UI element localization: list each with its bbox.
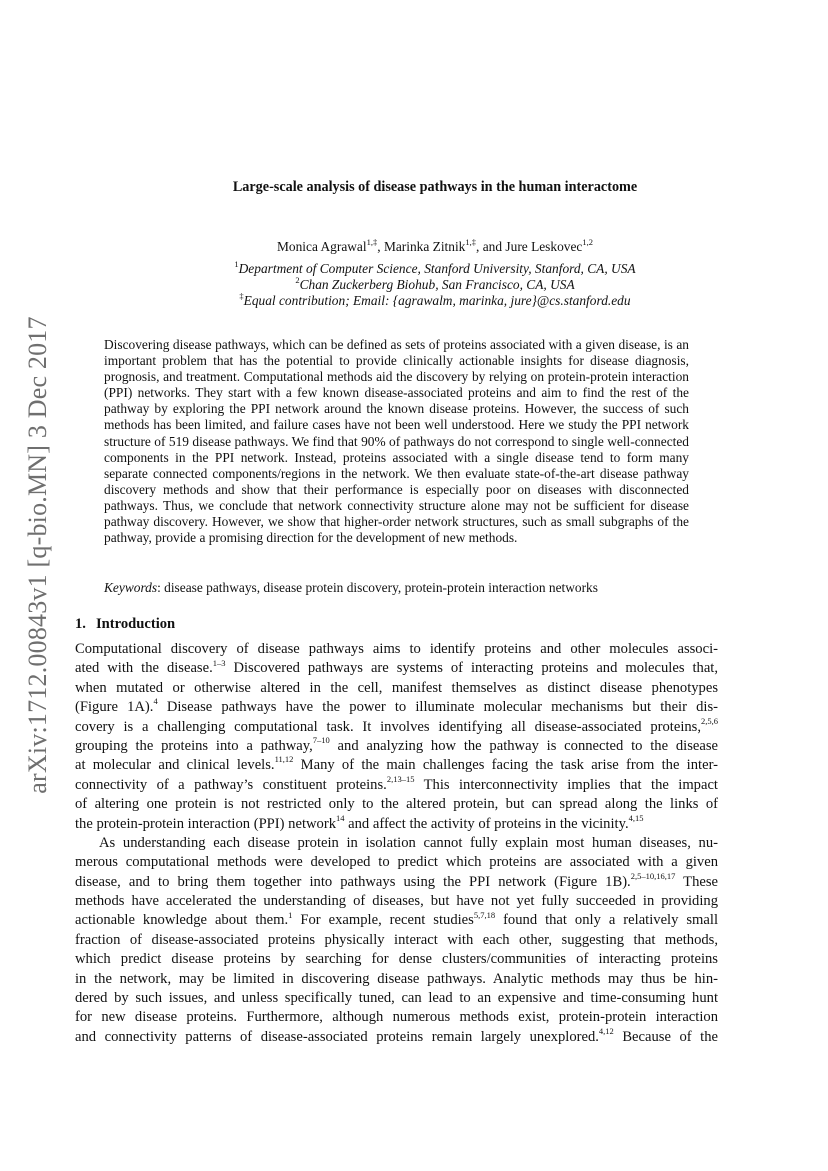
affiliation-mark: 1 (234, 258, 239, 269)
body-text-run: These (675, 873, 719, 890)
affiliation-text: Chan Zuckerberg Biohub, San Francisco, CA, USA (299, 277, 575, 292)
body-text-run: As understanding each disease protein in isolation cannot fully explain most human diseases, nu- (99, 834, 718, 851)
body-line (75, 756, 718, 775)
affiliation-3 (75, 290, 795, 309)
author-affiliation-mark: 1,‡ (366, 236, 378, 247)
body-line (75, 715, 718, 737)
affiliation-1 (75, 258, 795, 277)
author-name: Jure Leskovec (505, 239, 583, 254)
body-line (75, 640, 718, 659)
body-line (75, 853, 718, 872)
arxiv-identifier: arXiv:1712.00843v1 [q-bio.MN] 3 Dec 2017 (23, 316, 52, 794)
body-text-run: Discovered pathways are systems of interacting proteins and molecules that, (225, 660, 718, 677)
body-text-run: dered by such issues, and unless specifically tuned, can lead to an expensive and time-consuming hunt (75, 990, 718, 1007)
body-line (75, 737, 718, 756)
citation-superscript: 1 (288, 909, 293, 920)
body-text-run: disease, and to bring them together into pathways using the PPI network (Figure 1B). (75, 873, 631, 890)
affiliation-mark: ‡ (239, 290, 244, 301)
body-line (75, 989, 718, 1008)
body-text-run: fraction of disease-associated proteins physically interact with each other, suggesting that methods, (75, 931, 718, 948)
body-text-run: Because of the (613, 1028, 718, 1045)
body-text-run: grouping the proteins into a pathway, (75, 737, 313, 754)
abstract-text: Discovering disease pathways, which can be defined as sets of proteins associated with a given disease, is an important problem that has the potential to provide clinically actionable insights for disease diagnosis, prognosis, and treatment. Computational methods aid the discovery by relying on protein-protein interaction (PPI) networks. They start with a few known disease-associated proteins and aim to find the rest of the pathway by exploring the PPI network around the known disease proteins. However, the success of such methods has been limited, and failure cases have not been well understood. Here we study the PPI network structure of 519 disease pathways. We find that 90% of pathways do not correspond to single well-connected components in the PPI network. Instead, proteins associated with a single disease tend to form many separate connected components/regions in the network. We then evaluate state-of-the-art disease pathway discovery methods and show that their performance is especially poor on diseases with disconnected pathways. Thus, we conclude that network connectivity structure alone may not be sufficient for disease pathway discovery. However, we show that higher-order network structures, such as small subgraphs of the pathway, provide a promising direction for the development of new methods. (104, 337, 689, 546)
section-number: 1. (75, 616, 86, 632)
body-text-run: at molecular and clinical levels. (75, 757, 275, 774)
body-line (75, 679, 718, 698)
body-text-run: Disease pathways have the power to illuminate molecular mechanisms but their dis- (157, 699, 718, 716)
arxiv-sidebar-stamp (21, 295, 55, 815)
body-line (75, 773, 718, 795)
citation-superscript: 1–3 (212, 657, 226, 668)
affiliation-text: Equal contribution; Email: {agrawalm, marinka, jure}@cs.stanford.edu (243, 293, 631, 308)
author-affiliation-mark: 1,‡ (465, 236, 477, 247)
paper-title: Large-scale analysis of disease pathways in the human interactome (232, 179, 638, 195)
body-text-run: which predict disease proteins by searching for dense clusters/communities of interacting proteins (75, 951, 718, 968)
body-line (75, 795, 718, 814)
citation-superscript: 2,5,6 (701, 715, 718, 726)
body-line (75, 659, 718, 678)
introduction-body (75, 640, 718, 1047)
affiliation-text: Department of Computer Science, Stanford University, Stanford, CA, USA (238, 261, 636, 276)
body-text-run: in the network, may be limited in discovering disease pathways. Analytic methods may thus be hin- (75, 970, 718, 987)
body-line (75, 892, 718, 911)
body-line (75, 1008, 718, 1027)
body-text-run: covery is a challenging computational task. It involves identifying all disease-associated proteins, (75, 718, 701, 735)
citation-superscript: 4 (153, 696, 158, 707)
body-text-run: and affect the activity of proteins in the vicinity. (344, 815, 629, 832)
keywords-label: Keywords (104, 580, 158, 595)
keywords (104, 580, 704, 596)
body-line (75, 950, 718, 969)
citation-superscript: 14 (336, 812, 345, 823)
body-text-run: merous computational methods were developed to predict which proteins are associated with a given (75, 854, 718, 871)
affiliation-2 (75, 274, 795, 293)
body-text-run: actionable knowledge about them. (75, 912, 289, 929)
body-text-run: of altering one protein is not restricted only to the altered protein, but can spread along the links of (75, 796, 718, 813)
keywords-text: : disease pathways, disease protein discovery, protein-protein interaction networks (157, 580, 598, 595)
body-text-run: connectivity of a pathway’s constituent proteins. (75, 776, 387, 793)
body-text-run: and analyzing how the pathway is connected to the disease (329, 737, 718, 754)
body-text-run: when mutated or otherwise altered in the cell, manifest themselves as distinct disease phenotypes (75, 679, 718, 696)
body-text-run: This interconnectivity implies that the impact (414, 776, 718, 793)
body-text-run: Computational discovery of disease pathways aims to identify proteins and other molecules associ- (75, 641, 718, 657)
author-separator: , (377, 239, 384, 254)
body-text-run: methods have accelerated the understanding of diseases, but have not yet fully succeeded in providing (75, 893, 718, 910)
body-text-run: and connectivity patterns of disease-associated proteins remain largely unexplored. (75, 1028, 599, 1045)
author-affiliation-mark: 1,2 (582, 236, 593, 247)
body-text-run: for new disease proteins. Furthermore, although numerous methods exist, protein-protein interaction (75, 1009, 718, 1026)
citation-superscript: 4,15 (628, 812, 644, 823)
body-text-run: the protein-protein interaction (PPI) network (75, 815, 336, 832)
author-name: Marinka Zitnik (383, 239, 466, 254)
body-text-run: (Figure 1A). (75, 699, 154, 716)
body-line (75, 931, 718, 950)
section-heading (75, 616, 185, 633)
author-list (75, 236, 795, 255)
section-title: Introduction (95, 616, 176, 632)
body-line (75, 1025, 718, 1047)
affiliation-mark: 2 (295, 274, 300, 285)
author-name: Monica Agrawal (276, 239, 367, 254)
body-text-run: ated with the disease. (75, 660, 213, 677)
abstract (104, 337, 689, 546)
body-line (75, 698, 718, 717)
citation-superscript: 7–10 (312, 735, 330, 746)
body-line (75, 970, 718, 989)
body-text-run: Many of the main challenges facing the task arise from the inter- (293, 757, 718, 774)
citation-superscript: 11,12 (274, 754, 294, 765)
citation-superscript: 2,13–15 (386, 773, 415, 784)
body-line (75, 834, 718, 853)
body-line (75, 911, 718, 930)
citation-superscript: 2,5–10,16,17 (630, 870, 676, 881)
author-separator: , and (476, 239, 506, 254)
body-line (75, 812, 718, 834)
body-text-run: For example, recent studies (292, 912, 474, 929)
body-line (75, 870, 719, 892)
citation-superscript: 5,7,18 (473, 909, 496, 920)
body-text-run: found that only a relatively small (495, 912, 718, 929)
citation-superscript: 4,12 (598, 1025, 614, 1036)
